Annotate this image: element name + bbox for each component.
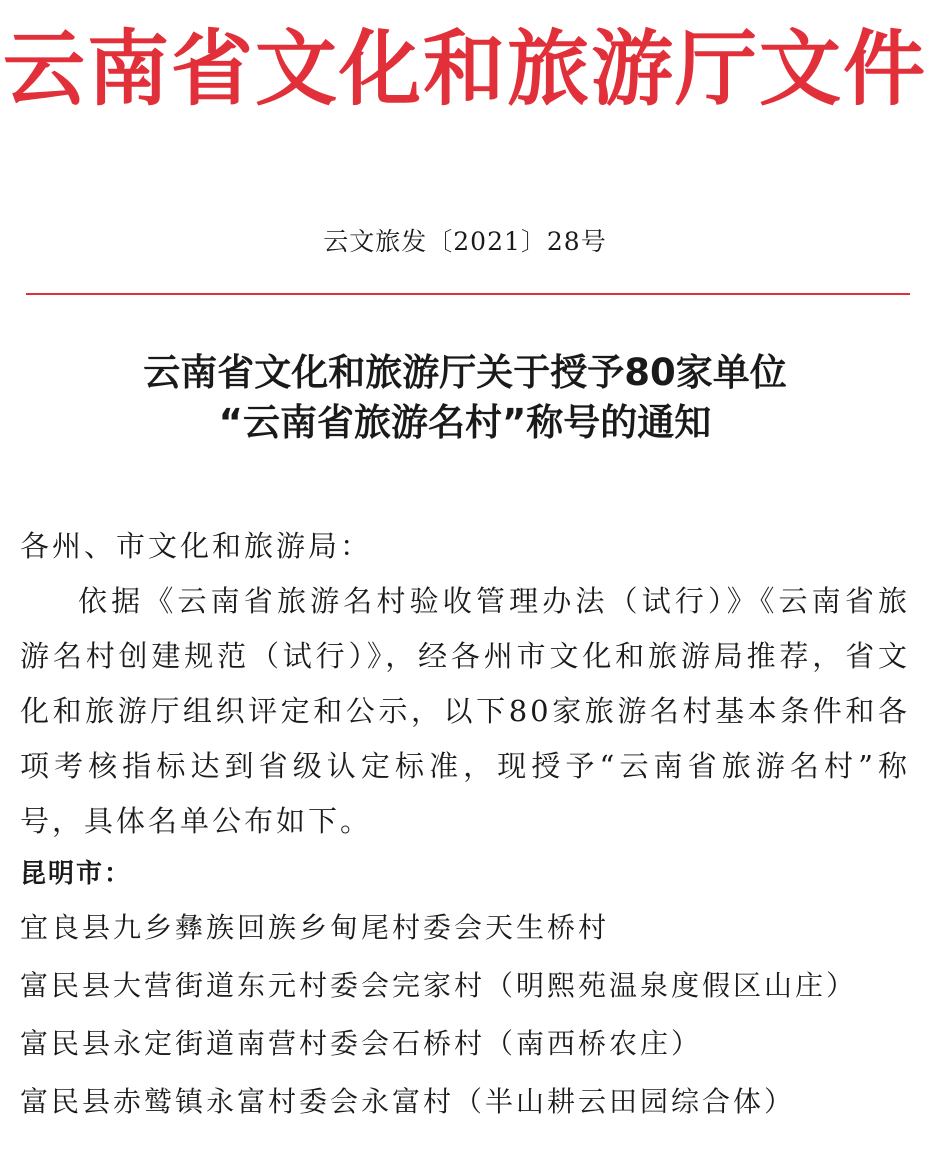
section-heading: 昆明市： <box>20 859 133 889</box>
village-list <box>20 899 910 1131</box>
notice-title-line-1: 云南省文化和旅游厅关于授予80家单位 <box>143 351 787 394</box>
issuer-header-title: 云南省文化和旅游厅文件 <box>2 21 927 117</box>
list-item: 富民县永定街道南营村委会石桥村（南西桥农庄） <box>20 1027 703 1060</box>
list-item: 富民县赤鹫镇永富村委会永富村（半山耕云田园综合体） <box>20 1085 796 1118</box>
document-body <box>20 518 910 1131</box>
red-divider-line <box>26 293 910 295</box>
salutation: 各州、市文化和旅游局： <box>20 529 373 563</box>
notice-title <box>0 348 930 448</box>
notice-title-line-2: “云南省旅游名村”称号的通知 <box>218 401 712 444</box>
list-item: 宜良县九乡彝族回族乡甸尾村委会天生桥村 <box>20 911 610 944</box>
list-item: 富民县大营街道东元村委会完家村（明熙苑温泉度假区山庄） <box>20 969 858 1002</box>
document-number: 云文旅发〔2021〕28号 <box>323 227 607 256</box>
section-kunming <box>20 849 910 1131</box>
body-paragraph: 依据《云南省旅游名村验收管理办法（试行）》《云南省旅游名村创建规范（试行）》，经各州市文化和旅游局推荐，省文化和旅游厅组织评定和公示，以下80家旅游名村基本条件和各项考核指标达到省级认定标准，现授予“云南省旅游名村”称号，具体名单公布如下。 <box>20 584 910 838</box>
